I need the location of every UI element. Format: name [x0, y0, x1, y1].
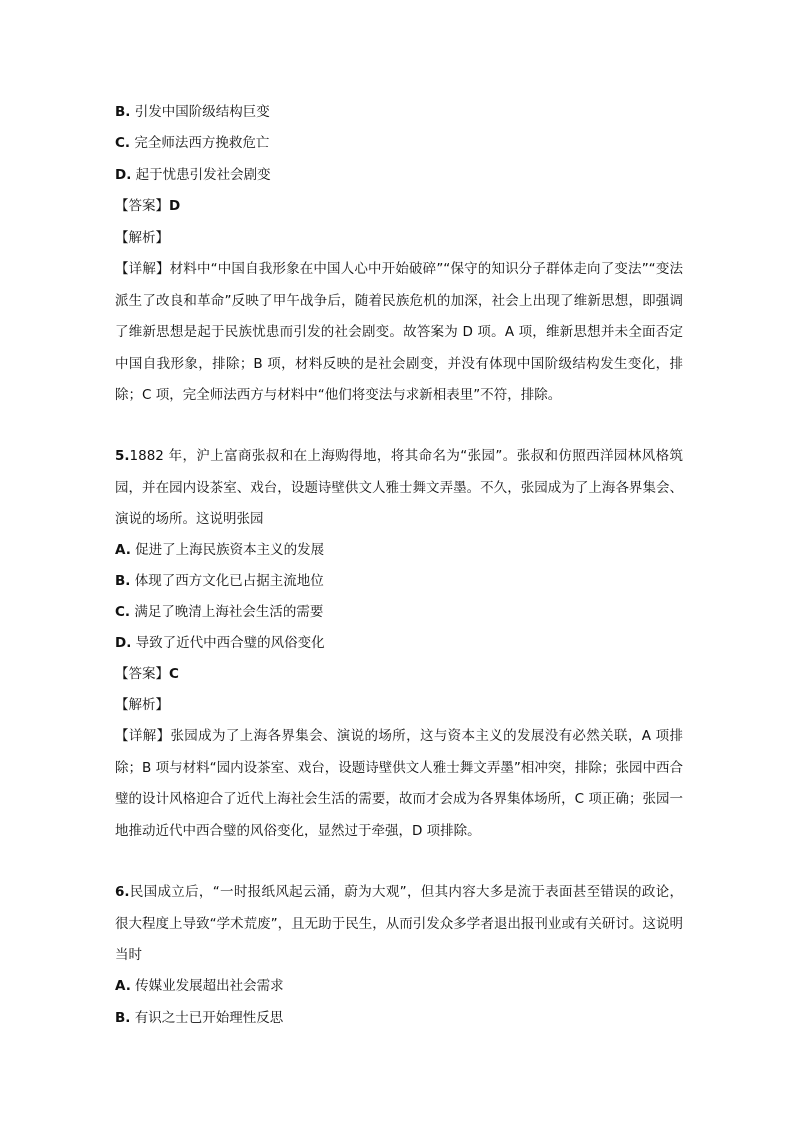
q6-stem: 6.民国成立后，“一时报纸风起云涌，蔚为大观”，但其内容大多是流于表面甚至错误的政论，很大程度上导致“学术荒废”，且无助于民生，从而引发众多学者退出报刊业或有关研讨。这说明当时 — [115, 884, 683, 963]
answer-value: C — [169, 666, 179, 682]
q5-stem: 5.1882 年，沪上富商张叔和在上海购得地，将其命名为“张园”。张叔和仿照西洋园林风格筑园，并在园内设茶室、戏台，设题诗壁供文人雅士舞文弄墨。不久，张园成为了上海各界集会、演说的场所。这说明张园 — [115, 448, 683, 527]
q4-option-c: C. 完全师法西方挽救危亡 — [115, 135, 270, 151]
q5-detail: 【详解】张园成为了上海各界集会、演说的场所，这与资本主义的发展没有必然关联，A 项排除；B 项与材料“园内设茶室、戏台，设题诗壁供文人雅士舞文弄墨”相冲突，排除；张园中西合璧的设计风格迎合了近代上海社会生活的需要，故而才会成为各界集体场所，C 项正确；张园一地推动近代中西合璧的风俗变化，显然过于牵强，D 项排除。 — [115, 728, 683, 839]
q5-option-a: A. 促进了上海民族资本主义的发展 — [115, 542, 325, 558]
q4-option-b: B. 引发中国阶级结构巨变 — [115, 104, 270, 120]
answer-tag: 【答案】 — [115, 198, 169, 214]
q4-option-d: D. 起于忧患引发社会剧变 — [115, 167, 271, 183]
q5-option-b: B. 体现了西方文化已占据主流地位 — [115, 573, 324, 589]
q5-option-d: D. 导致了近代中西合璧的风俗变化 — [115, 635, 325, 651]
question-number: 6. — [115, 884, 130, 900]
q6-option-b: B. 有识之士已开始理性反思 — [115, 1010, 284, 1026]
answer-value: D — [169, 198, 181, 214]
question-number: 5. — [115, 448, 130, 464]
answer-tag: 【答案】 — [115, 666, 169, 682]
q5-option-c: C. 满足了晚清上海社会生活的需要 — [115, 604, 324, 620]
q4-detail: 【详解】材料中“中国自我形象在中国人心中开始破碎”“保守的知识分子群体走向了变法”“变法派生了改良和革命”反映了甲午战争后，随着民族危机的加深，社会上出现了维新思想，即强调了维新思想是起于民族忧患而引发的社会剧变。故答案为 D 项。A 项，维新思想并未全面否定中国自我形象，排除；B 项，材料反映的是社会剧变，并没有体现中国阶级结构发生变化，排除；C 项，完全师法西方与材料中“他们将变法与求新相表里”不符，排除。 — [115, 261, 683, 403]
q5-answer — [115, 664, 179, 684]
q5-analysis-tag: 【解析】 — [115, 697, 169, 713]
q6-option-a: A. 传媒业发展超出社会需求 — [115, 978, 284, 994]
q4-analysis-tag: 【解析】 — [115, 230, 169, 246]
q4-answer — [115, 196, 180, 216]
